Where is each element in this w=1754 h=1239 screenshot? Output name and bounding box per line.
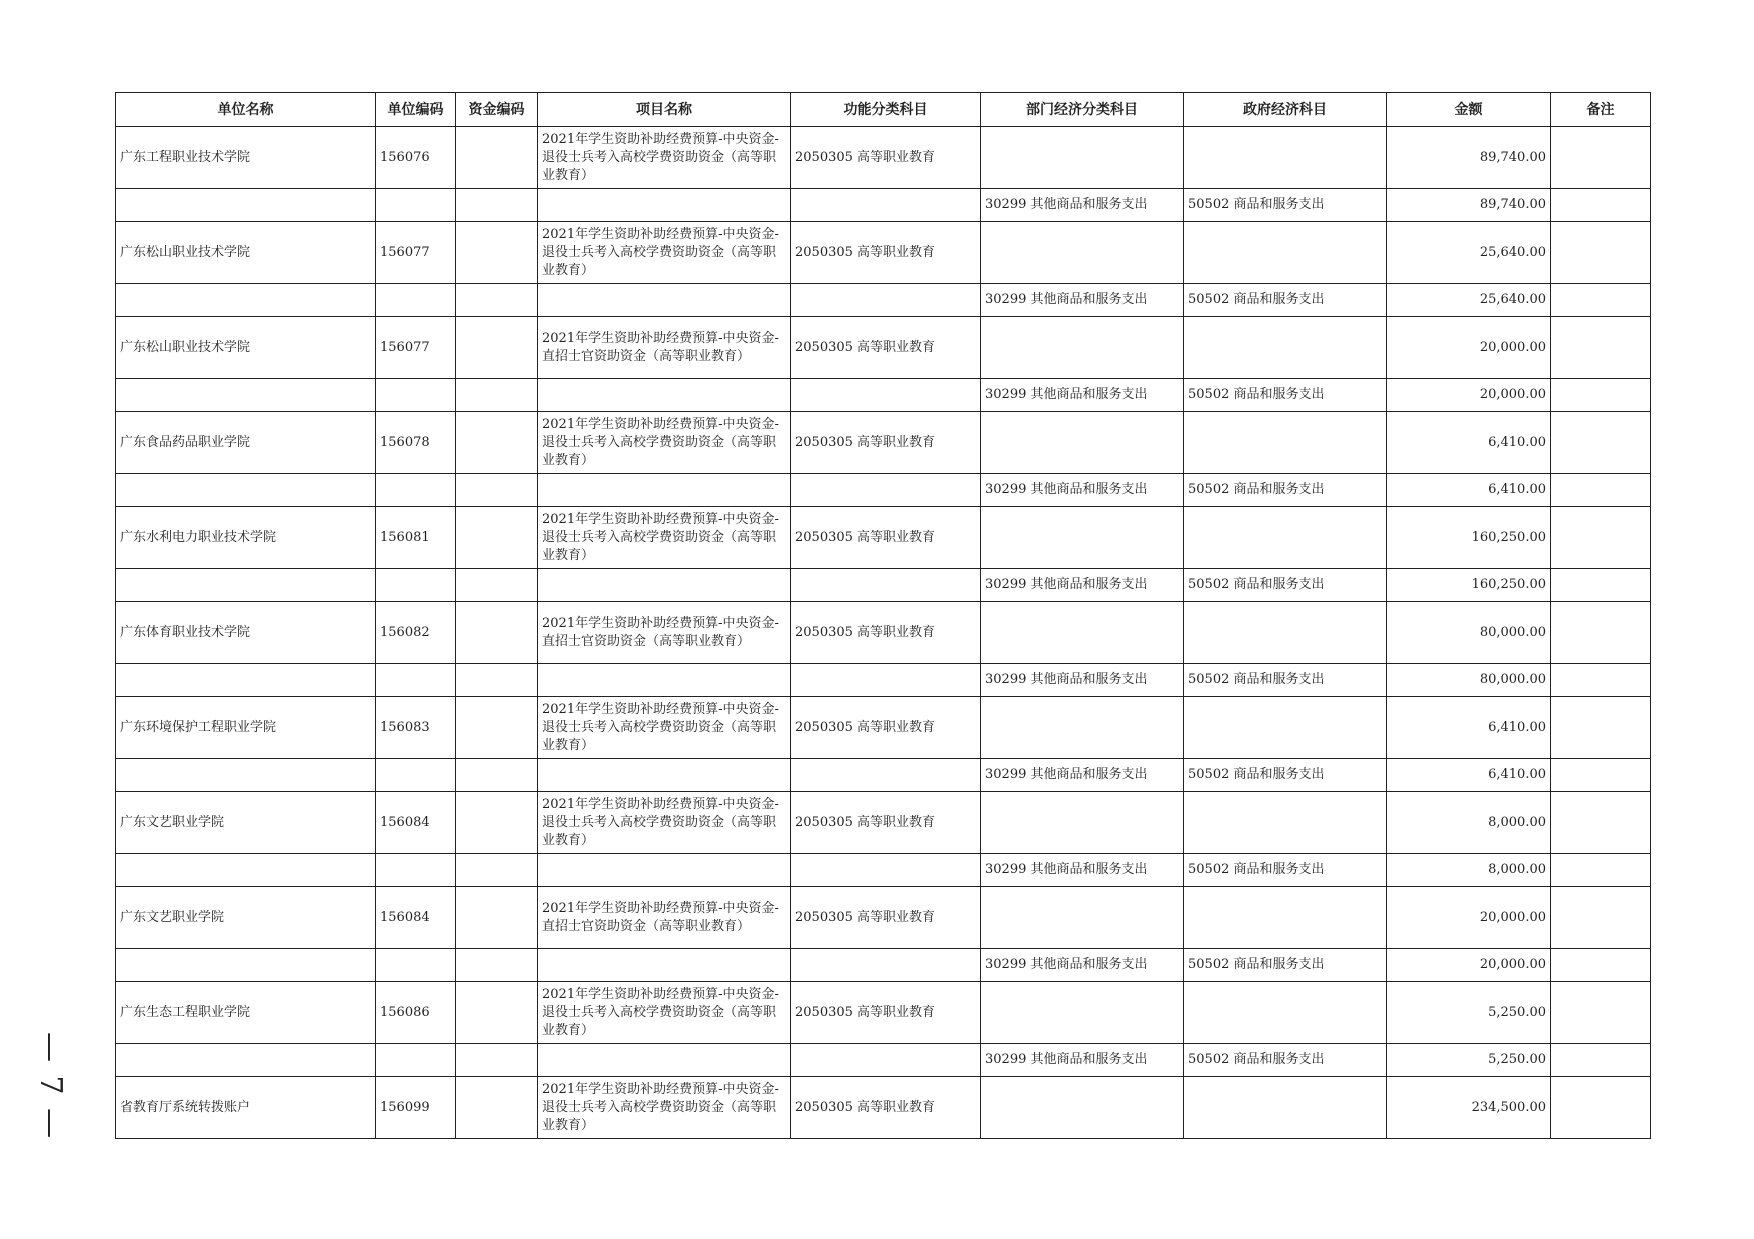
amount-cell: 234,500.00: [1387, 1077, 1551, 1139]
amount-cell: 25,640.00: [1387, 222, 1551, 284]
gov-econ-subject-cell: [1184, 317, 1387, 379]
fund-code-cell: [456, 189, 538, 222]
gov-econ-subject-cell: [1184, 412, 1387, 474]
unit-name-cell: [116, 664, 376, 697]
unit-code-cell: 156083: [376, 697, 456, 759]
table-detail-row: [116, 949, 1651, 982]
remark-cell: [1551, 697, 1651, 759]
project-name-cell: [538, 854, 791, 887]
unit-code-cell: 156084: [376, 792, 456, 854]
unit-code-cell: [376, 189, 456, 222]
project-name-cell: 2021年学生资助补助经费预算-中央资金-直招士官资助资金（高等职业教育）: [538, 317, 791, 379]
remark-cell: [1551, 284, 1651, 317]
unit-code-cell: [376, 569, 456, 602]
gov-econ-subject-cell: 50502 商品和服务支出: [1184, 854, 1387, 887]
dept-econ-subject-cell: [981, 697, 1184, 759]
amount-cell: 6,410.00: [1387, 759, 1551, 792]
remark-cell: [1551, 792, 1651, 854]
project-name-cell: [538, 759, 791, 792]
fund-code-cell: [456, 379, 538, 412]
function-subject-cell: [791, 949, 981, 982]
table-detail-row: [116, 1044, 1651, 1077]
unit-code-cell: [376, 284, 456, 317]
fund-code-cell: [456, 854, 538, 887]
unit-name-cell: [116, 854, 376, 887]
dept-econ-subject-cell: [981, 887, 1184, 949]
dept-econ-subject-cell: [981, 507, 1184, 569]
unit-code-cell: [376, 474, 456, 507]
fund-code-cell: [456, 1077, 538, 1139]
gov-econ-subject-cell: 50502 商品和服务支出: [1184, 474, 1387, 507]
function-subject-cell: [791, 379, 981, 412]
project-name-cell: 2021年学生资助补助经费预算-中央资金-退役士兵考入高校学费资助资金（高等职业教育）: [538, 792, 791, 854]
page-number: — 7 —: [33, 1032, 68, 1141]
function-subject-cell: [791, 664, 981, 697]
function-subject-cell: 2050305 高等职业教育: [791, 317, 981, 379]
remark-cell: [1551, 887, 1651, 949]
unit-name-cell: [116, 569, 376, 602]
fund-code-cell: [456, 474, 538, 507]
amount-cell: 25,640.00: [1387, 284, 1551, 317]
function-subject-cell: 2050305 高等职业教育: [791, 412, 981, 474]
table-row: [116, 1077, 1651, 1139]
unit-name-cell: 广东松山职业技术学院: [116, 317, 376, 379]
amount-cell: 6,410.00: [1387, 474, 1551, 507]
gov-econ-subject-cell: 50502 商品和服务支出: [1184, 1044, 1387, 1077]
project-name-cell: 2021年学生资助补助经费预算-中央资金-直招士官资助资金（高等职业教育）: [538, 887, 791, 949]
remark-cell: [1551, 982, 1651, 1044]
remark-cell: [1551, 569, 1651, 602]
unit-code-cell: 156084: [376, 887, 456, 949]
amount-cell: 20,000.00: [1387, 949, 1551, 982]
unit-name-cell: [116, 189, 376, 222]
project-name-cell: [538, 1044, 791, 1077]
header-function-subject: 功能分类科目: [791, 93, 981, 127]
function-subject-cell: [791, 284, 981, 317]
header-fund-code: 资金编码: [456, 93, 538, 127]
gov-econ-subject-cell: [1184, 697, 1387, 759]
amount-cell: 89,740.00: [1387, 127, 1551, 189]
fund-code-cell: [456, 507, 538, 569]
header-unit-name: 单位名称: [116, 93, 376, 127]
dept-econ-subject-cell: 30299 其他商品和服务支出: [981, 474, 1184, 507]
remark-cell: [1551, 222, 1651, 284]
function-subject-cell: [791, 1044, 981, 1077]
dept-econ-subject-cell: 30299 其他商品和服务支出: [981, 949, 1184, 982]
remark-cell: [1551, 379, 1651, 412]
remark-cell: [1551, 602, 1651, 664]
fund-code-cell: [456, 949, 538, 982]
function-subject-cell: [791, 474, 981, 507]
unit-code-cell: 156077: [376, 222, 456, 284]
gov-econ-subject-cell: 50502 商品和服务支出: [1184, 759, 1387, 792]
table-row: [116, 982, 1651, 1044]
unit-name-cell: 广东水利电力职业技术学院: [116, 507, 376, 569]
fund-code-cell: [456, 792, 538, 854]
project-name-cell: 2021年学生资助补助经费预算-中央资金-直招士官资助资金（高等职业教育）: [538, 602, 791, 664]
amount-cell: 160,250.00: [1387, 507, 1551, 569]
dept-econ-subject-cell: 30299 其他商品和服务支出: [981, 569, 1184, 602]
unit-name-cell: 省教育厅系统转拨账户: [116, 1077, 376, 1139]
function-subject-cell: 2050305 高等职业教育: [791, 602, 981, 664]
dept-econ-subject-cell: [981, 412, 1184, 474]
unit-name-cell: 广东文艺职业学院: [116, 792, 376, 854]
remark-cell: [1551, 854, 1651, 887]
fund-code-cell: [456, 982, 538, 1044]
header-row: [116, 93, 1651, 127]
dept-econ-subject-cell: 30299 其他商品和服务支出: [981, 284, 1184, 317]
table-detail-row: [116, 569, 1651, 602]
dept-econ-subject-cell: [981, 127, 1184, 189]
gov-econ-subject-cell: [1184, 507, 1387, 569]
dept-econ-subject-cell: [981, 982, 1184, 1044]
dept-econ-subject-cell: 30299 其他商品和服务支出: [981, 759, 1184, 792]
table-row: [116, 602, 1651, 664]
header-amount: 金额: [1387, 93, 1551, 127]
unit-code-cell: 156082: [376, 602, 456, 664]
unit-name-cell: [116, 759, 376, 792]
table-row: [116, 317, 1651, 379]
dept-econ-subject-cell: 30299 其他商品和服务支出: [981, 664, 1184, 697]
function-subject-cell: [791, 759, 981, 792]
gov-econ-subject-cell: 50502 商品和服务支出: [1184, 949, 1387, 982]
project-name-cell: [538, 569, 791, 602]
dept-econ-subject-cell: [981, 792, 1184, 854]
remark-cell: [1551, 1077, 1651, 1139]
header-unit-code: 单位编码: [376, 93, 456, 127]
unit-code-cell: 156081: [376, 507, 456, 569]
project-name-cell: 2021年学生资助补助经费预算-中央资金-退役士兵考入高校学费资助资金（高等职业教育）: [538, 412, 791, 474]
fund-code-cell: [456, 412, 538, 474]
unit-name-cell: [116, 379, 376, 412]
gov-econ-subject-cell: [1184, 982, 1387, 1044]
remark-cell: [1551, 189, 1651, 222]
header-gov-econ-subject: 政府经济科目: [1184, 93, 1387, 127]
header-remark: 备注: [1551, 93, 1651, 127]
amount-cell: 20,000.00: [1387, 379, 1551, 412]
remark-cell: [1551, 412, 1651, 474]
remark-cell: [1551, 317, 1651, 379]
amount-cell: 80,000.00: [1387, 664, 1551, 697]
table-detail-row: [116, 284, 1651, 317]
unit-name-cell: 广东松山职业技术学院: [116, 222, 376, 284]
function-subject-cell: 2050305 高等职业教育: [791, 697, 981, 759]
unit-name-cell: 广东食品药品职业学院: [116, 412, 376, 474]
project-name-cell: [538, 379, 791, 412]
fund-code-cell: [456, 759, 538, 792]
unit-name-cell: 广东体育职业技术学院: [116, 602, 376, 664]
table-detail-row: [116, 759, 1651, 792]
gov-econ-subject-cell: 50502 商品和服务支出: [1184, 284, 1387, 317]
fund-code-cell: [456, 664, 538, 697]
project-name-cell: 2021年学生资助补助经费预算-中央资金-退役士兵考入高校学费资助资金（高等职业教育）: [538, 1077, 791, 1139]
fund-code-cell: [456, 569, 538, 602]
function-subject-cell: 2050305 高等职业教育: [791, 127, 981, 189]
amount-cell: 6,410.00: [1387, 412, 1551, 474]
unit-code-cell: [376, 1044, 456, 1077]
table-detail-row: [116, 854, 1651, 887]
unit-name-cell: [116, 949, 376, 982]
function-subject-cell: [791, 189, 981, 222]
gov-econ-subject-cell: [1184, 222, 1387, 284]
dept-econ-subject-cell: 30299 其他商品和服务支出: [981, 379, 1184, 412]
amount-cell: 20,000.00: [1387, 887, 1551, 949]
project-name-cell: [538, 284, 791, 317]
fund-code-cell: [456, 1044, 538, 1077]
remark-cell: [1551, 664, 1651, 697]
gov-econ-subject-cell: 50502 商品和服务支出: [1184, 379, 1387, 412]
unit-code-cell: [376, 759, 456, 792]
project-name-cell: 2021年学生资助补助经费预算-中央资金-退役士兵考入高校学费资助资金（高等职业教育）: [538, 982, 791, 1044]
amount-cell: 80,000.00: [1387, 602, 1551, 664]
amount-cell: 160,250.00: [1387, 569, 1551, 602]
unit-code-cell: 156076: [376, 127, 456, 189]
unit-code-cell: [376, 379, 456, 412]
dept-econ-subject-cell: [981, 222, 1184, 284]
function-subject-cell: 2050305 高等职业教育: [791, 982, 981, 1044]
dept-econ-subject-cell: 30299 其他商品和服务支出: [981, 189, 1184, 222]
table-detail-row: [116, 474, 1651, 507]
unit-code-cell: 156077: [376, 317, 456, 379]
table-detail-row: [116, 379, 1651, 412]
project-name-cell: [538, 949, 791, 982]
amount-cell: 8,000.00: [1387, 854, 1551, 887]
remark-cell: [1551, 474, 1651, 507]
unit-code-cell: 156078: [376, 412, 456, 474]
remark-cell: [1551, 1044, 1651, 1077]
dept-econ-subject-cell: 30299 其他商品和服务支出: [981, 854, 1184, 887]
project-name-cell: 2021年学生资助补助经费预算-中央资金-退役士兵考入高校学费资助资金（高等职业教育）: [538, 507, 791, 569]
unit-name-cell: 广东文艺职业学院: [116, 887, 376, 949]
table-row: [116, 127, 1651, 189]
project-name-cell: 2021年学生资助补助经费预算-中央资金-退役士兵考入高校学费资助资金（高等职业教育）: [538, 697, 791, 759]
remark-cell: [1551, 949, 1651, 982]
amount-cell: 20,000.00: [1387, 317, 1551, 379]
dept-econ-subject-cell: [981, 1077, 1184, 1139]
gov-econ-subject-cell: [1184, 887, 1387, 949]
fund-code-cell: [456, 222, 538, 284]
table-row: [116, 887, 1651, 949]
unit-code-cell: [376, 854, 456, 887]
gov-econ-subject-cell: 50502 商品和服务支出: [1184, 189, 1387, 222]
unit-name-cell: [116, 474, 376, 507]
unit-code-cell: [376, 664, 456, 697]
gov-econ-subject-cell: [1184, 792, 1387, 854]
amount-cell: 89,740.00: [1387, 189, 1551, 222]
unit-name-cell: [116, 1044, 376, 1077]
gov-econ-subject-cell: [1184, 1077, 1387, 1139]
amount-cell: 5,250.00: [1387, 1044, 1551, 1077]
table-row: [116, 697, 1651, 759]
function-subject-cell: 2050305 高等职业教育: [791, 222, 981, 284]
dept-econ-subject-cell: [981, 602, 1184, 664]
unit-name-cell: 广东生态工程职业学院: [116, 982, 376, 1044]
fund-code-cell: [456, 887, 538, 949]
budget-table: [115, 92, 1651, 1139]
dept-econ-subject-cell: 30299 其他商品和服务支出: [981, 1044, 1184, 1077]
function-subject-cell: 2050305 高等职业教育: [791, 792, 981, 854]
amount-cell: 5,250.00: [1387, 982, 1551, 1044]
unit-code-cell: 156099: [376, 1077, 456, 1139]
remark-cell: [1551, 127, 1651, 189]
fund-code-cell: [456, 697, 538, 759]
fund-code-cell: [456, 284, 538, 317]
project-name-cell: 2021年学生资助补助经费预算-中央资金-退役士兵考入高校学费资助资金（高等职业教育）: [538, 222, 791, 284]
fund-code-cell: [456, 317, 538, 379]
header-project-name: 项目名称: [538, 93, 791, 127]
project-name-cell: [538, 189, 791, 222]
gov-econ-subject-cell: [1184, 127, 1387, 189]
table-body: [116, 127, 1651, 1139]
fund-code-cell: [456, 127, 538, 189]
remark-cell: [1551, 507, 1651, 569]
project-name-cell: [538, 664, 791, 697]
gov-econ-subject-cell: [1184, 602, 1387, 664]
unit-code-cell: [376, 949, 456, 982]
function-subject-cell: 2050305 高等职业教育: [791, 1077, 981, 1139]
unit-name-cell: 广东工程职业技术学院: [116, 127, 376, 189]
project-name-cell: 2021年学生资助补助经费预算-中央资金-退役士兵考入高校学费资助资金（高等职业教育）: [538, 127, 791, 189]
table-row: [116, 222, 1651, 284]
fund-code-cell: [456, 602, 538, 664]
table-row: [116, 792, 1651, 854]
gov-econ-subject-cell: 50502 商品和服务支出: [1184, 664, 1387, 697]
table-detail-row: [116, 189, 1651, 222]
function-subject-cell: [791, 854, 981, 887]
dept-econ-subject-cell: [981, 317, 1184, 379]
table-row: [116, 507, 1651, 569]
function-subject-cell: 2050305 高等职业教育: [791, 887, 981, 949]
function-subject-cell: 2050305 高等职业教育: [791, 507, 981, 569]
gov-econ-subject-cell: 50502 商品和服务支出: [1184, 569, 1387, 602]
project-name-cell: [538, 474, 791, 507]
amount-cell: 8,000.00: [1387, 792, 1551, 854]
table-detail-row: [116, 664, 1651, 697]
amount-cell: 6,410.00: [1387, 697, 1551, 759]
header-dept-econ-subject: 部门经济分类科目: [981, 93, 1184, 127]
unit-name-cell: [116, 284, 376, 317]
function-subject-cell: [791, 569, 981, 602]
remark-cell: [1551, 759, 1651, 792]
unit-name-cell: 广东环境保护工程职业学院: [116, 697, 376, 759]
table-row: [116, 412, 1651, 474]
unit-code-cell: 156086: [376, 982, 456, 1044]
